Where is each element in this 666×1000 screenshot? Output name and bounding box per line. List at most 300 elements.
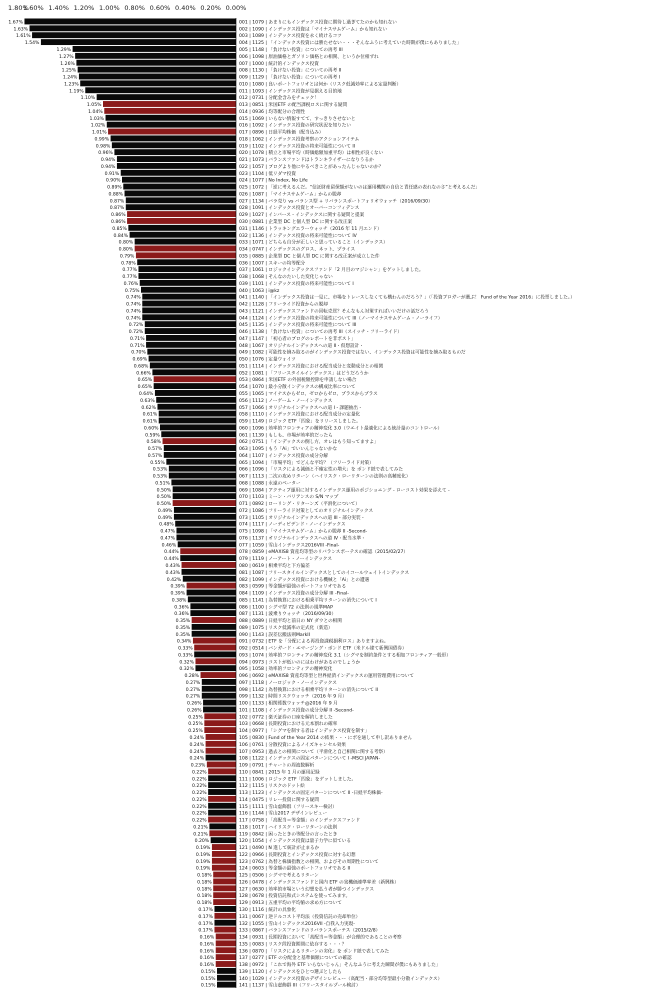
row-label: 018 | 1062 | インデックス投資考察のアクションアイテム	[239, 137, 360, 143]
bar-value-label: 0.43%	[165, 570, 181, 576]
row-label: 114 | 0475 | リレー投資に関する疑問	[239, 797, 319, 803]
bar	[192, 624, 236, 630]
x-tick-label: 1.00%	[99, 4, 120, 12]
bar	[103, 101, 236, 107]
row-label: 139 | 1120 | インデックスをひとつ選ぶとしたら	[239, 969, 342, 975]
bar	[164, 445, 236, 451]
row-label: 005 | 1148 | 「負けない投資」についての再考 III	[239, 48, 343, 53]
bar-value-label: 0.71%	[129, 336, 145, 342]
bar	[201, 672, 236, 678]
bar	[128, 225, 236, 231]
bar-value-label: 1.01%	[91, 130, 107, 136]
bar-value-label: 0.16%	[199, 956, 215, 962]
bar-value-label: 0.15%	[200, 976, 216, 982]
bar-value-label: 0.99%	[94, 137, 110, 143]
bar	[202, 679, 236, 685]
row-label: 121 | 0490 | N 進して統計が止まるか	[239, 846, 320, 852]
bar-value-label: 0.72%	[128, 330, 144, 336]
bar	[187, 583, 236, 589]
bar	[141, 287, 236, 293]
bar-value-label: 0.38%	[171, 598, 187, 604]
row-label: 106 | 0761 | 分散投資によるノイズキャンセル効果	[239, 742, 347, 748]
row-label: 130 | 1116 | 統計の具象化	[239, 908, 296, 913]
bar-value-label: 0.24%	[189, 736, 205, 741]
bar	[127, 211, 236, 217]
bar	[136, 252, 236, 258]
bar	[214, 927, 236, 933]
bar	[121, 170, 236, 176]
bar	[217, 982, 236, 988]
bar	[206, 755, 236, 761]
x-tick-label: 1.80%	[8, 4, 29, 12]
bar-value-label: 0.46%	[161, 543, 177, 549]
bar-value-label: 0.22%	[192, 804, 207, 810]
bar-value-label: 0.74%	[126, 309, 141, 315]
row-label: 073 | 1105 | オリジナルインデックスへの道 III・部分実装・	[239, 515, 366, 521]
bar	[190, 610, 236, 616]
bar-value-label: 0.51%	[155, 481, 170, 487]
bar	[203, 700, 236, 706]
row-label: 002 | 1090 | インデックス投資は「マイナスサムゲーム」かも知れない	[239, 27, 388, 33]
bar-value-label: 0.47%	[160, 536, 175, 542]
bar	[208, 768, 236, 774]
bar	[163, 438, 236, 444]
bar	[155, 390, 236, 396]
row-label: 096 | 0692 | eMAXIS8 資産均等型と世界経済インデックスの運用管理費用について	[239, 674, 414, 680]
bar-value-label: 0.36%	[174, 605, 189, 611]
x-axis	[8, 4, 246, 12]
bar	[216, 961, 236, 967]
row-label: 063 | 1095 | もう「Ai」でいいんじゃないかな	[239, 447, 338, 453]
bar	[126, 204, 236, 210]
bar-value-label: 1.67%	[8, 20, 23, 26]
bar-value-label: 0.22%	[192, 784, 207, 790]
bar-value-label: 0.16%	[199, 935, 215, 941]
bar-value-label: 0.22%	[192, 777, 207, 783]
bar	[117, 156, 236, 162]
bar-value-label: 0.42%	[166, 577, 182, 583]
row-label: 022 | 1057 | ブログより他にやるべきことがあったんじゃないのか？	[239, 164, 384, 170]
bar	[142, 301, 236, 307]
row-label: 099 | 1132 | 時間リスクウォッチ（2016 年 9 月）	[239, 694, 347, 700]
bar	[145, 328, 236, 334]
bar	[207, 762, 236, 768]
bar	[192, 617, 236, 623]
bar	[161, 431, 236, 437]
bar-value-label: 0.86%	[110, 213, 126, 219]
bar	[208, 782, 236, 788]
bar-value-label: 0.60%	[143, 426, 159, 432]
row-label: 035 | 0885 | 企業型 DC と個人型 DC に関する改正案が成立した件	[239, 254, 380, 260]
bar	[208, 810, 236, 816]
bar-value-label: 0.21%	[193, 832, 208, 838]
row-label: 049 | 1082 | 可能性を摘み取るのがインデックス投資ではない、インデックス投資は可能性を摘み取るものだ	[239, 350, 466, 356]
bar-value-label: 0.77%	[122, 268, 137, 274]
row-label: 089 | 1075 | リスク低減率の定式化（新造）	[239, 625, 333, 631]
row-label: 024 | 1077 | No Index, No Life	[239, 178, 308, 184]
row-label: 103 | 0668 | 長期投資における元本割れの確率	[239, 722, 338, 728]
row-label: 032 | 1136 | インデックス投資の将来可能性について IV	[239, 233, 357, 239]
bar	[154, 383, 236, 389]
bar-value-label: 0.24%	[189, 756, 205, 762]
bar	[122, 177, 236, 183]
row-label: 132 | 1055 | 雪山インデックス2016VII -自我入力実現-	[239, 921, 355, 927]
bar	[76, 60, 236, 66]
bar-value-label: 0.35%	[175, 619, 191, 625]
bar	[217, 975, 236, 981]
row-label: 079 | 1119 | ノーアート・ノーインデックス	[239, 557, 332, 563]
row-label: 136 | 0870 | 「リスクによるリターンの劣化」を ポンド紙で表してみた	[239, 949, 390, 955]
bar-value-label: 0.64%	[138, 392, 154, 397]
row-label: 051 | 1114 | インデックス投資における配当成分と変動成分との相関	[239, 364, 384, 370]
bar	[138, 273, 236, 279]
bar	[203, 706, 236, 712]
row-label: 118 | 1017 | ハイリスク・ローリターンの法則	[239, 825, 338, 831]
bar-value-label: 0.94%	[100, 158, 116, 164]
bar-value-label: 0.27%	[185, 694, 201, 700]
bar-value-label: 1.05%	[86, 103, 102, 109]
bar-value-label: 0.22%	[192, 770, 207, 776]
bar	[174, 514, 236, 520]
row-label: 001 | 1079 | あまりにもインデックス投資に期待し過ぎてたのかも知れない	[239, 20, 397, 26]
bar	[211, 837, 236, 843]
bar-value-label: 0.43%	[165, 564, 181, 569]
bar	[208, 775, 236, 781]
bar-value-label: 1.03%	[89, 116, 105, 122]
bar-value-label: 1.54%	[24, 41, 40, 47]
row-label: 110 | 0841 | 2015 年 1 月の運用記録	[239, 770, 320, 776]
bar	[73, 46, 236, 52]
row-label: 053 | 0864 | 米国ETF の外国税額控除を申請しない場合	[239, 378, 357, 384]
row-label: 007 | 1000 | 統計的インデックス投資	[239, 61, 319, 67]
bar-value-label: 0.77%	[122, 275, 137, 281]
bar	[135, 246, 236, 252]
row-label: 065 | 1094 | 「市場平均」でどんな平均？（フリーライド対策）	[239, 460, 374, 466]
bar	[97, 94, 236, 100]
bar	[130, 232, 236, 238]
bar-value-label: 0.65%	[137, 385, 153, 391]
bar-value-label: 0.32%	[179, 660, 194, 666]
row-label: 095 | 1058 | 効率的フロンティアの精神変化	[239, 667, 333, 673]
row-label: 003 | 1089 | インデックス投資を永く続けるコツ	[239, 34, 342, 40]
bar	[214, 920, 236, 926]
bar	[174, 507, 236, 513]
bar	[212, 851, 236, 857]
bar-value-label: 0.22%	[192, 797, 207, 803]
row-label: 115 | 1111 | 雪山虚飾群（フリースキー検討）	[239, 804, 337, 810]
row-label: 013 | 0851 | 米国ETF の配当課税ロスに関する疑問	[239, 103, 348, 109]
row-label: 069 | 1084 | アクティブ運用に対するインデックス運用のポジショニング ‐ ローコスト効果を添えて ‐	[239, 488, 450, 494]
bar	[41, 39, 236, 45]
bar	[206, 748, 236, 754]
row-label: 138 | 0972 | 「これで海外 ETF いらないじゃん」そんなふうに考えた瞬間が僕にもありました」	[239, 963, 441, 969]
row-label: 006 | 1098 | 原油価格とガソリン価格との相関、というか位相ずれ	[239, 54, 379, 60]
bar	[217, 968, 236, 974]
bar-value-label: 0.18%	[197, 873, 212, 879]
row-label: 141 | 1137 | 雪山虚飾群 III（フリースタイルプール検討）	[239, 983, 361, 989]
bar-value-label: 0.17%	[198, 928, 213, 934]
bar	[85, 87, 236, 93]
row-label: 031 | 1146 | トラッキングエラーウォッチ（2016 年 11 月エンド）	[239, 226, 382, 232]
row-label: 092 | 0514 | バンガード・エマージング・ボンド ETF（米ドル建て新興国債券）	[239, 646, 407, 652]
bar-value-label: 0.19%	[195, 866, 211, 872]
bar	[145, 321, 236, 327]
row-label: 083 | 0599 | 等金額が最強のポートフォリオである	[239, 584, 347, 590]
row-label: 131 | 0067 | 逆ドルコスト平均法（投資信託の売却単位）	[239, 914, 361, 920]
bar-value-label: 0.57%	[147, 453, 163, 459]
bar	[213, 892, 236, 898]
bar	[182, 562, 236, 568]
row-label: 086 | 1100 | シグマ型 72 の法則の規準MAP	[239, 605, 333, 611]
row-label: 076 | 1137 | オリジナルインデックスへの道 IV・配当水準・	[239, 536, 366, 542]
row-label: 027 | 1134 | バラ売り vs バランス型 + リバランスポートフォリオウォッチ（2016/09/30）	[239, 199, 433, 205]
bar	[107, 122, 236, 128]
bar-value-label: 0.21%	[193, 825, 208, 831]
bar-value-label: 0.87%	[109, 199, 125, 205]
bar-value-label: 0.27%	[185, 680, 201, 686]
bar-value-label: 0.44%	[164, 557, 179, 563]
row-label: 080 | 0619 | 相乗平均と下方偏差	[239, 564, 310, 569]
bar-value-label: 0.24%	[189, 749, 205, 755]
row-label: 122 | 0966 | 長期投資とインデックス投資に対する幻想	[239, 852, 356, 858]
row-label: 047 | 1147 | 「初心者のブログのレポートを非ポスト」	[239, 336, 356, 342]
bar-value-label: 0.23%	[190, 763, 206, 769]
row-label: 048 | 1067 | オリジナルインデックスへの道 II・仮想設計・	[239, 343, 364, 349]
bar	[152, 369, 236, 375]
row-label: 104 | 0977 | 「シグマを制する者はインデックス投資を制す」	[239, 729, 370, 735]
bar-value-label: 0.80%	[118, 247, 134, 253]
bar	[195, 658, 236, 664]
bar-value-label: 0.47%	[160, 529, 175, 535]
bar-value-label: 0.79%	[119, 254, 135, 260]
bar	[190, 603, 236, 609]
row-label: 025 | 1072 | 「逆に考えるんだ。“信託財産留保額がないのは運用機関の自信と責任感の表れなのさ”と考えるんだ」	[239, 185, 480, 191]
row-label: 109 | 0791 | チャートの周波数解析	[239, 763, 315, 769]
x-tick-label: 0.80%	[124, 4, 145, 12]
bar-value-label: 1.23%	[64, 82, 79, 88]
bar-value-label: 0.15%	[200, 983, 216, 989]
row-label: 137 | 0277 | ETF の分配金と基準価額についての確認	[239, 956, 352, 962]
bar	[213, 878, 236, 884]
row-label: 061 | 1139 | もしも、市場が効率的だったら	[239, 433, 333, 439]
bar-value-label: 0.35%	[175, 632, 191, 638]
bar	[146, 342, 236, 348]
bar-value-label: 0.96%	[98, 151, 113, 157]
bar-value-label: 0.62%	[141, 405, 156, 411]
bar-value-label: 0.50%	[156, 502, 172, 508]
bar-value-label: 0.59%	[145, 433, 160, 439]
bar	[106, 115, 236, 121]
bar-value-label: 1.10%	[80, 96, 96, 102]
bar-value-label: 0.49%	[157, 508, 173, 514]
bar-value-label: 0.27%	[185, 687, 201, 693]
bar	[159, 418, 236, 424]
bar-value-label: 0.86%	[110, 220, 126, 225]
bar	[80, 80, 236, 86]
row-label: 087 | 1131 | 波乗りウォッチ（2016/09/30）	[239, 612, 337, 618]
row-label: 125 | 0506 | シグマで考えるリターン	[239, 873, 319, 879]
row-label: 050 | 1076 | 定量ウォイツ	[239, 357, 296, 363]
bar	[204, 727, 236, 733]
bar-value-label: 0.26%	[186, 701, 202, 707]
bar	[209, 830, 236, 836]
x-tick-label: 0.20%	[200, 4, 221, 12]
row-label: 062 | 0751 | 「インデックスの倒し方、オレはもう知ってますよ」	[239, 440, 379, 446]
bar-value-label: 1.04%	[88, 109, 103, 115]
bar-value-label: 0.36%	[174, 612, 189, 618]
row-label: 071 | 0892 | ローリング・リターンズ（平滑化について）	[239, 502, 360, 508]
bar-value-label: 0.16%	[199, 942, 215, 948]
bar-value-label: 0.74%	[126, 302, 141, 308]
bar-value-label: 0.16%	[199, 963, 215, 969]
bar	[138, 266, 236, 272]
row-label: 052 | 1081 | 「フリースタイルインデックス」はどうだろうか	[239, 371, 369, 377]
bar	[127, 218, 236, 224]
bar	[104, 108, 236, 114]
row-label: 044 | 1124 | インデックス投資の将来可能性について III（ノーマイナスサムゲーム・ノーライフ）	[239, 316, 443, 322]
bar	[154, 376, 236, 382]
row-label: 036 | 1007 | スキーの均等配分	[239, 261, 306, 267]
bar-value-label: 0.94%	[100, 164, 116, 170]
row-label: 133 | 0867 | バランスファンドのリバランスポーテス（2015/2/8）	[239, 928, 381, 934]
row-label: 127 | 0630 | 効率的市場という幻想を払う者が勝つインデックス	[239, 887, 374, 893]
row-label: 077 | 1059 | 雪山インデックス2016VIII -Final-	[239, 543, 340, 549]
bar-value-label: 0.69%	[132, 357, 148, 363]
row-label: 098 | 1142 | 為替換算における相乗平均リターンの消失について II	[239, 687, 379, 693]
row-label: 088 | 0889 | 日経平均と前日の NY ダウとの相関	[239, 619, 342, 625]
bar	[24, 18, 236, 24]
row-label: 119 | 0842 | 困ったときの等配分の言ったとき	[239, 832, 338, 838]
bar-value-label: 0.63%	[140, 398, 155, 404]
bar-value-label: 1.27%	[59, 54, 74, 60]
bar	[204, 720, 236, 726]
row-label: 020 | 1078 | 積立と市場平均（時価総額加重平均）は相性が良くない	[239, 151, 384, 157]
row-label: 019 | 1102 | インデックス投資の将来可能性について II	[239, 144, 356, 150]
bar-value-label: 1.63%	[13, 27, 29, 33]
bar-value-label: 0.85%	[112, 226, 127, 232]
bar-value-label: 0.25%	[188, 729, 203, 735]
bar	[117, 163, 236, 169]
bar-value-label: 0.19%	[195, 852, 211, 858]
bar-value-label: 0.22%	[192, 791, 207, 797]
row-label: 066 | 1096 | 「リスクによる減価と不確定性の増大」を ポンド紙で表してみた	[239, 467, 403, 473]
x-tick-label: 1.40%	[48, 4, 69, 12]
bar	[216, 940, 236, 946]
row-label: 135 | 0083 | リスク段投資期間に依存する・・・？	[239, 942, 347, 948]
row-label: 038 | 1068 | そんなのたいした変化じゃない	[239, 275, 333, 281]
bar	[180, 548, 236, 554]
bar-value-label: 0.90%	[105, 178, 121, 184]
row-label: 128 | 0678 | 投資信託和式システムを使ってみます。	[239, 894, 351, 900]
bar	[194, 645, 236, 651]
bar	[202, 686, 236, 692]
bar	[30, 25, 236, 31]
bar	[180, 555, 236, 561]
row-label: 056 | 1112 | ノーゲーム・ノーインデックス	[239, 398, 333, 404]
x-tick-label: 1.60%	[23, 4, 44, 12]
row-label: 017 | 0896 | 日経平均株価（配当込み）	[239, 130, 324, 136]
bar	[173, 500, 236, 506]
row-label: 074 | 1117 | ノーディビデンド・ノーインデックス	[239, 522, 346, 528]
x-tick-label: 0.40%	[175, 4, 196, 12]
bar	[173, 493, 236, 499]
row-label: 081 | 1087 | フリースタイルインデックスとしてのイコールウェイトインデックス	[239, 570, 410, 576]
bar	[142, 307, 236, 313]
row-label: 033 | 1071 | どちらも自分が正しいと思っていること（インデックス）	[239, 240, 388, 246]
row-label: 117 | 0758 | 「高配当＝等金額」のインデックスファンド	[239, 818, 361, 824]
bar	[216, 934, 236, 940]
bar	[123, 184, 236, 190]
bar	[192, 631, 236, 637]
row-label: 034 | 0747 | インデックスのグロス、ネット、プライス	[239, 247, 356, 253]
bar-value-label: 0.91%	[104, 171, 120, 177]
row-label: 101 | 1108 | インデックス投資の成分分解 II -Second-	[239, 708, 354, 714]
row-label: 129 | 0913 | 五重平均の平均値の求め方について	[239, 901, 342, 907]
bar	[213, 899, 236, 905]
bar-value-label: 0.24%	[189, 742, 205, 748]
bar	[75, 53, 236, 59]
row-label: 059 | 1149 | ロジック ETF「四象」をリリースしました。	[239, 419, 361, 425]
bar	[182, 569, 236, 575]
bar	[187, 590, 236, 596]
row-label: 040 | 1063 | i@kz	[239, 288, 280, 294]
bar-value-label: 0.15%	[200, 969, 216, 975]
bar	[173, 486, 236, 492]
row-label: 021 | 1073 | バランスファンドはトランキライザーになりうるか	[239, 158, 374, 164]
row-label: 120 | 1054 | インデックス投資は量子力学に似ている	[239, 839, 351, 845]
bar-value-label: 0.28%	[184, 674, 200, 680]
row-label: 107 | 0953 | 過去との相関について（平滑化と自己相関に関する考察）	[239, 749, 388, 755]
bar	[214, 913, 236, 919]
row-label: 084 | 1109 | インデックス投資の成分分解 III -Final-	[239, 591, 349, 597]
bar-value-label: 0.39%	[170, 591, 186, 597]
row-label: 023 | 1104 | 低リダマ投資	[239, 171, 296, 177]
bar-value-label: 0.19%	[195, 846, 211, 852]
bar-value-label: 0.18%	[197, 894, 212, 900]
row-label: 039 | 1101 | インデックス投資の将来可能性について I	[239, 281, 354, 287]
row-label: 054 | 1070 | 最小分散インデックスの構成比率について	[239, 385, 356, 391]
bar-value-label: 0.87%	[109, 206, 125, 212]
row-label: 026 | 1087 | 「マイナスサムゲーム」からの脱却	[239, 192, 342, 198]
bar-value-label: 0.25%	[188, 715, 203, 721]
bar-value-label: 0.76%	[123, 281, 139, 287]
bar-value-label: 0.48%	[159, 522, 174, 528]
bar-value-label: 0.65%	[137, 378, 153, 384]
bar	[195, 665, 236, 671]
bar-value-label: 0.68%	[133, 364, 149, 370]
row-label: 029 | 1027 | インバース・インデックスに関する疑問と提案	[239, 213, 365, 219]
bar-value-label: 0.35%	[175, 625, 191, 631]
bar-value-label: 0.66%	[136, 371, 151, 377]
row-label: 015 | 1069 | いらない情報すてて、すっきりさせないと	[239, 116, 356, 122]
row-label: 009 | 1129 | 「負けない投資」についての再考 I	[239, 75, 341, 81]
row-label: 075 | 1098 | 「マイナスサムゲーム」からの脱却 II -Second-	[239, 529, 368, 535]
bar	[140, 280, 236, 286]
bar	[166, 459, 236, 465]
bar	[175, 521, 236, 527]
bar-value-label: 0.84%	[113, 233, 129, 239]
row-labels	[239, 18, 575, 988]
row-label: 112 | 1115 | リスクのドット絵	[239, 784, 305, 790]
bar-value-label: 0.34%	[176, 639, 192, 645]
bar-value-label: 0.57%	[147, 447, 163, 453]
bar	[213, 872, 236, 878]
bar-value-label: 0.61%	[142, 419, 158, 425]
row-label: 140 | 1029 | インデックス投資のデザインレビュー（高配当・部分均等型最小分散インデックス）	[239, 976, 443, 982]
bar	[178, 541, 236, 547]
row-label: 090 | 1143 | 誤差伝搬法則MarkII	[239, 632, 310, 638]
bar-value-label: 0.89%	[107, 185, 122, 191]
